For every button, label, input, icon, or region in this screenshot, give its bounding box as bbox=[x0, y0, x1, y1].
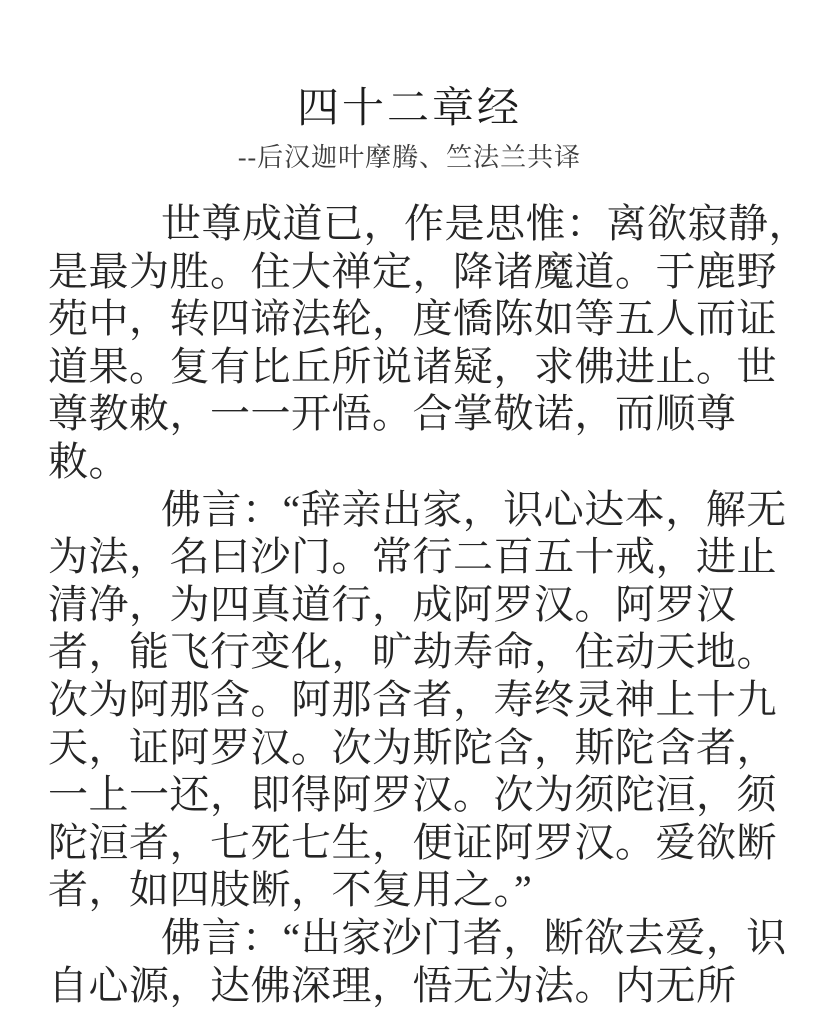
text-line: 敕。 bbox=[48, 438, 129, 484]
text-line: 是最为胜。住大禅定，降诸魔道。于鹿野 bbox=[48, 248, 777, 294]
document-subtitle: --后汉迦叶摩腾、竺法兰共译 bbox=[237, 143, 582, 172]
text-line: 为法，名曰沙门。常行二百五十戒，进止 bbox=[48, 534, 777, 580]
text-line: 清净，为四真道行，成阿罗汉。阿罗汉 bbox=[48, 581, 737, 627]
text-line: 尊教敕，一一开悟。合掌敬诺，而顺尊 bbox=[48, 391, 737, 437]
text-line: 佛言：“辞亲出家，识心达本，解无 bbox=[161, 486, 787, 532]
text-line: 陀洹者，七死七生，便证阿罗汉。爱欲断 bbox=[48, 819, 777, 865]
text-line: 者，能飞行变化，旷劫寿命，住动天地。 bbox=[48, 629, 777, 675]
text-line: 一上一还，即得阿罗汉。次为须陀洹，须 bbox=[48, 772, 777, 818]
text-line: 世尊成道已，作是思惟：离欲寂静， bbox=[161, 201, 809, 246]
text-line: 天，证阿罗汉。次为斯陀含，斯陀含者， bbox=[48, 724, 777, 770]
text-line: 者，如四肢断，不复用之。” bbox=[48, 867, 533, 913]
text-line: 佛言：“出家沙门者，断欲去爱，识 bbox=[161, 914, 787, 960]
text-line: 道果。复有比丘所说诸疑，求佛进止。世 bbox=[48, 343, 777, 389]
document-title: 四十二章经 bbox=[296, 86, 522, 132]
text-line: 苑中，转四谛法轮，度憍陈如等五人而证 bbox=[48, 296, 777, 342]
text-line: 次为阿那含。阿那含者，寿终灵神上十九 bbox=[48, 676, 777, 722]
document-body bbox=[0, 200, 819, 1009]
text-line: 自心源，达佛深理，悟无为法。内无所 bbox=[48, 962, 737, 1008]
